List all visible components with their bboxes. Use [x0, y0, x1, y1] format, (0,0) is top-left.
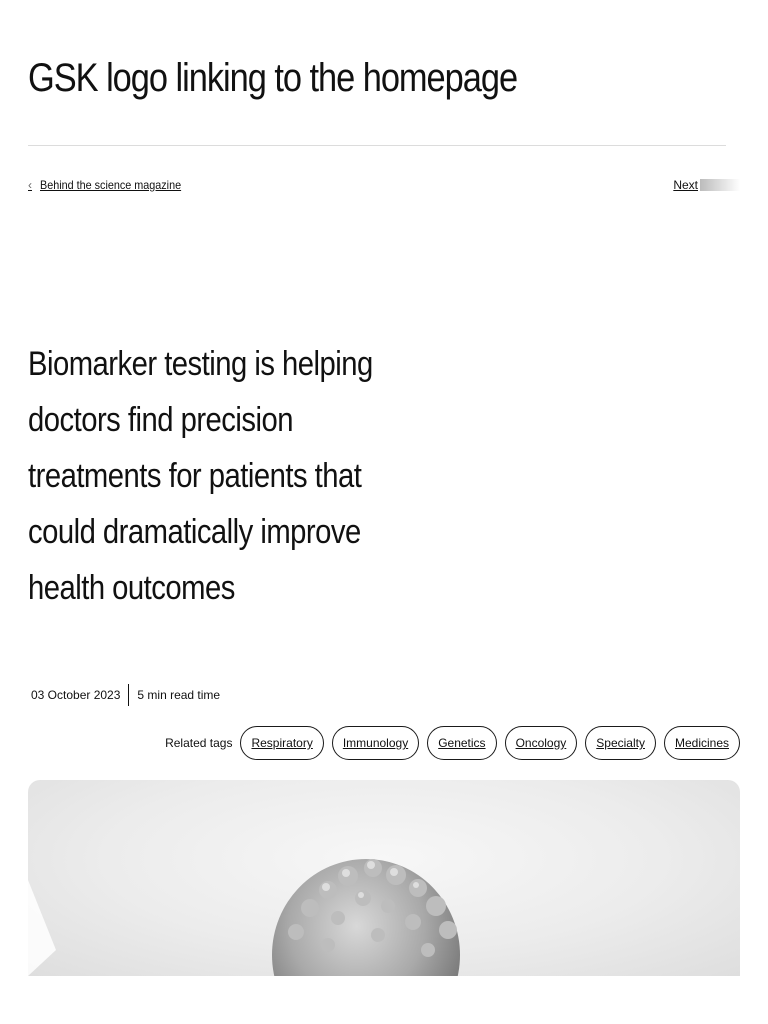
tag-immunology[interactable]: Immunology — [332, 726, 419, 760]
tag-medicines[interactable]: Medicines — [664, 726, 740, 760]
hero-image — [28, 780, 740, 976]
chevron-left-icon: ‹ — [28, 178, 32, 192]
next-article-link[interactable] — [673, 178, 740, 192]
article-headline: Biomarker testing is helping doctors find precision treatments for patients that could dramatically improve health outcomes — [28, 345, 373, 607]
article-nav — [28, 178, 740, 198]
cell-illustration — [28, 780, 740, 976]
header-divider — [28, 145, 726, 146]
related-tags — [165, 726, 740, 760]
tag-oncology[interactable]: Oncology — [505, 726, 578, 760]
play-arrow-shape — [28, 880, 56, 976]
tag-respiratory[interactable]: Respiratory — [240, 726, 323, 760]
publish-date: 03 October 2023 — [31, 688, 121, 702]
tag-genetics[interactable]: Genetics — [427, 726, 496, 760]
next-label-truncation — [700, 179, 740, 191]
gsk-logo-link[interactable]: GSK logo linking to the homepage — [28, 56, 518, 100]
related-tags-label: Related tags — [165, 736, 233, 750]
cell-body — [272, 859, 460, 976]
read-time: 5 min read time — [137, 688, 221, 702]
meta-separator — [128, 684, 129, 706]
tag-specialty[interactable]: Specialty — [585, 726, 656, 760]
next-link-label: Next — [673, 178, 698, 192]
back-to-magazine-link[interactable] — [28, 178, 197, 192]
article-meta — [31, 684, 220, 706]
back-link-label: Behind the science magazine — [40, 178, 182, 192]
